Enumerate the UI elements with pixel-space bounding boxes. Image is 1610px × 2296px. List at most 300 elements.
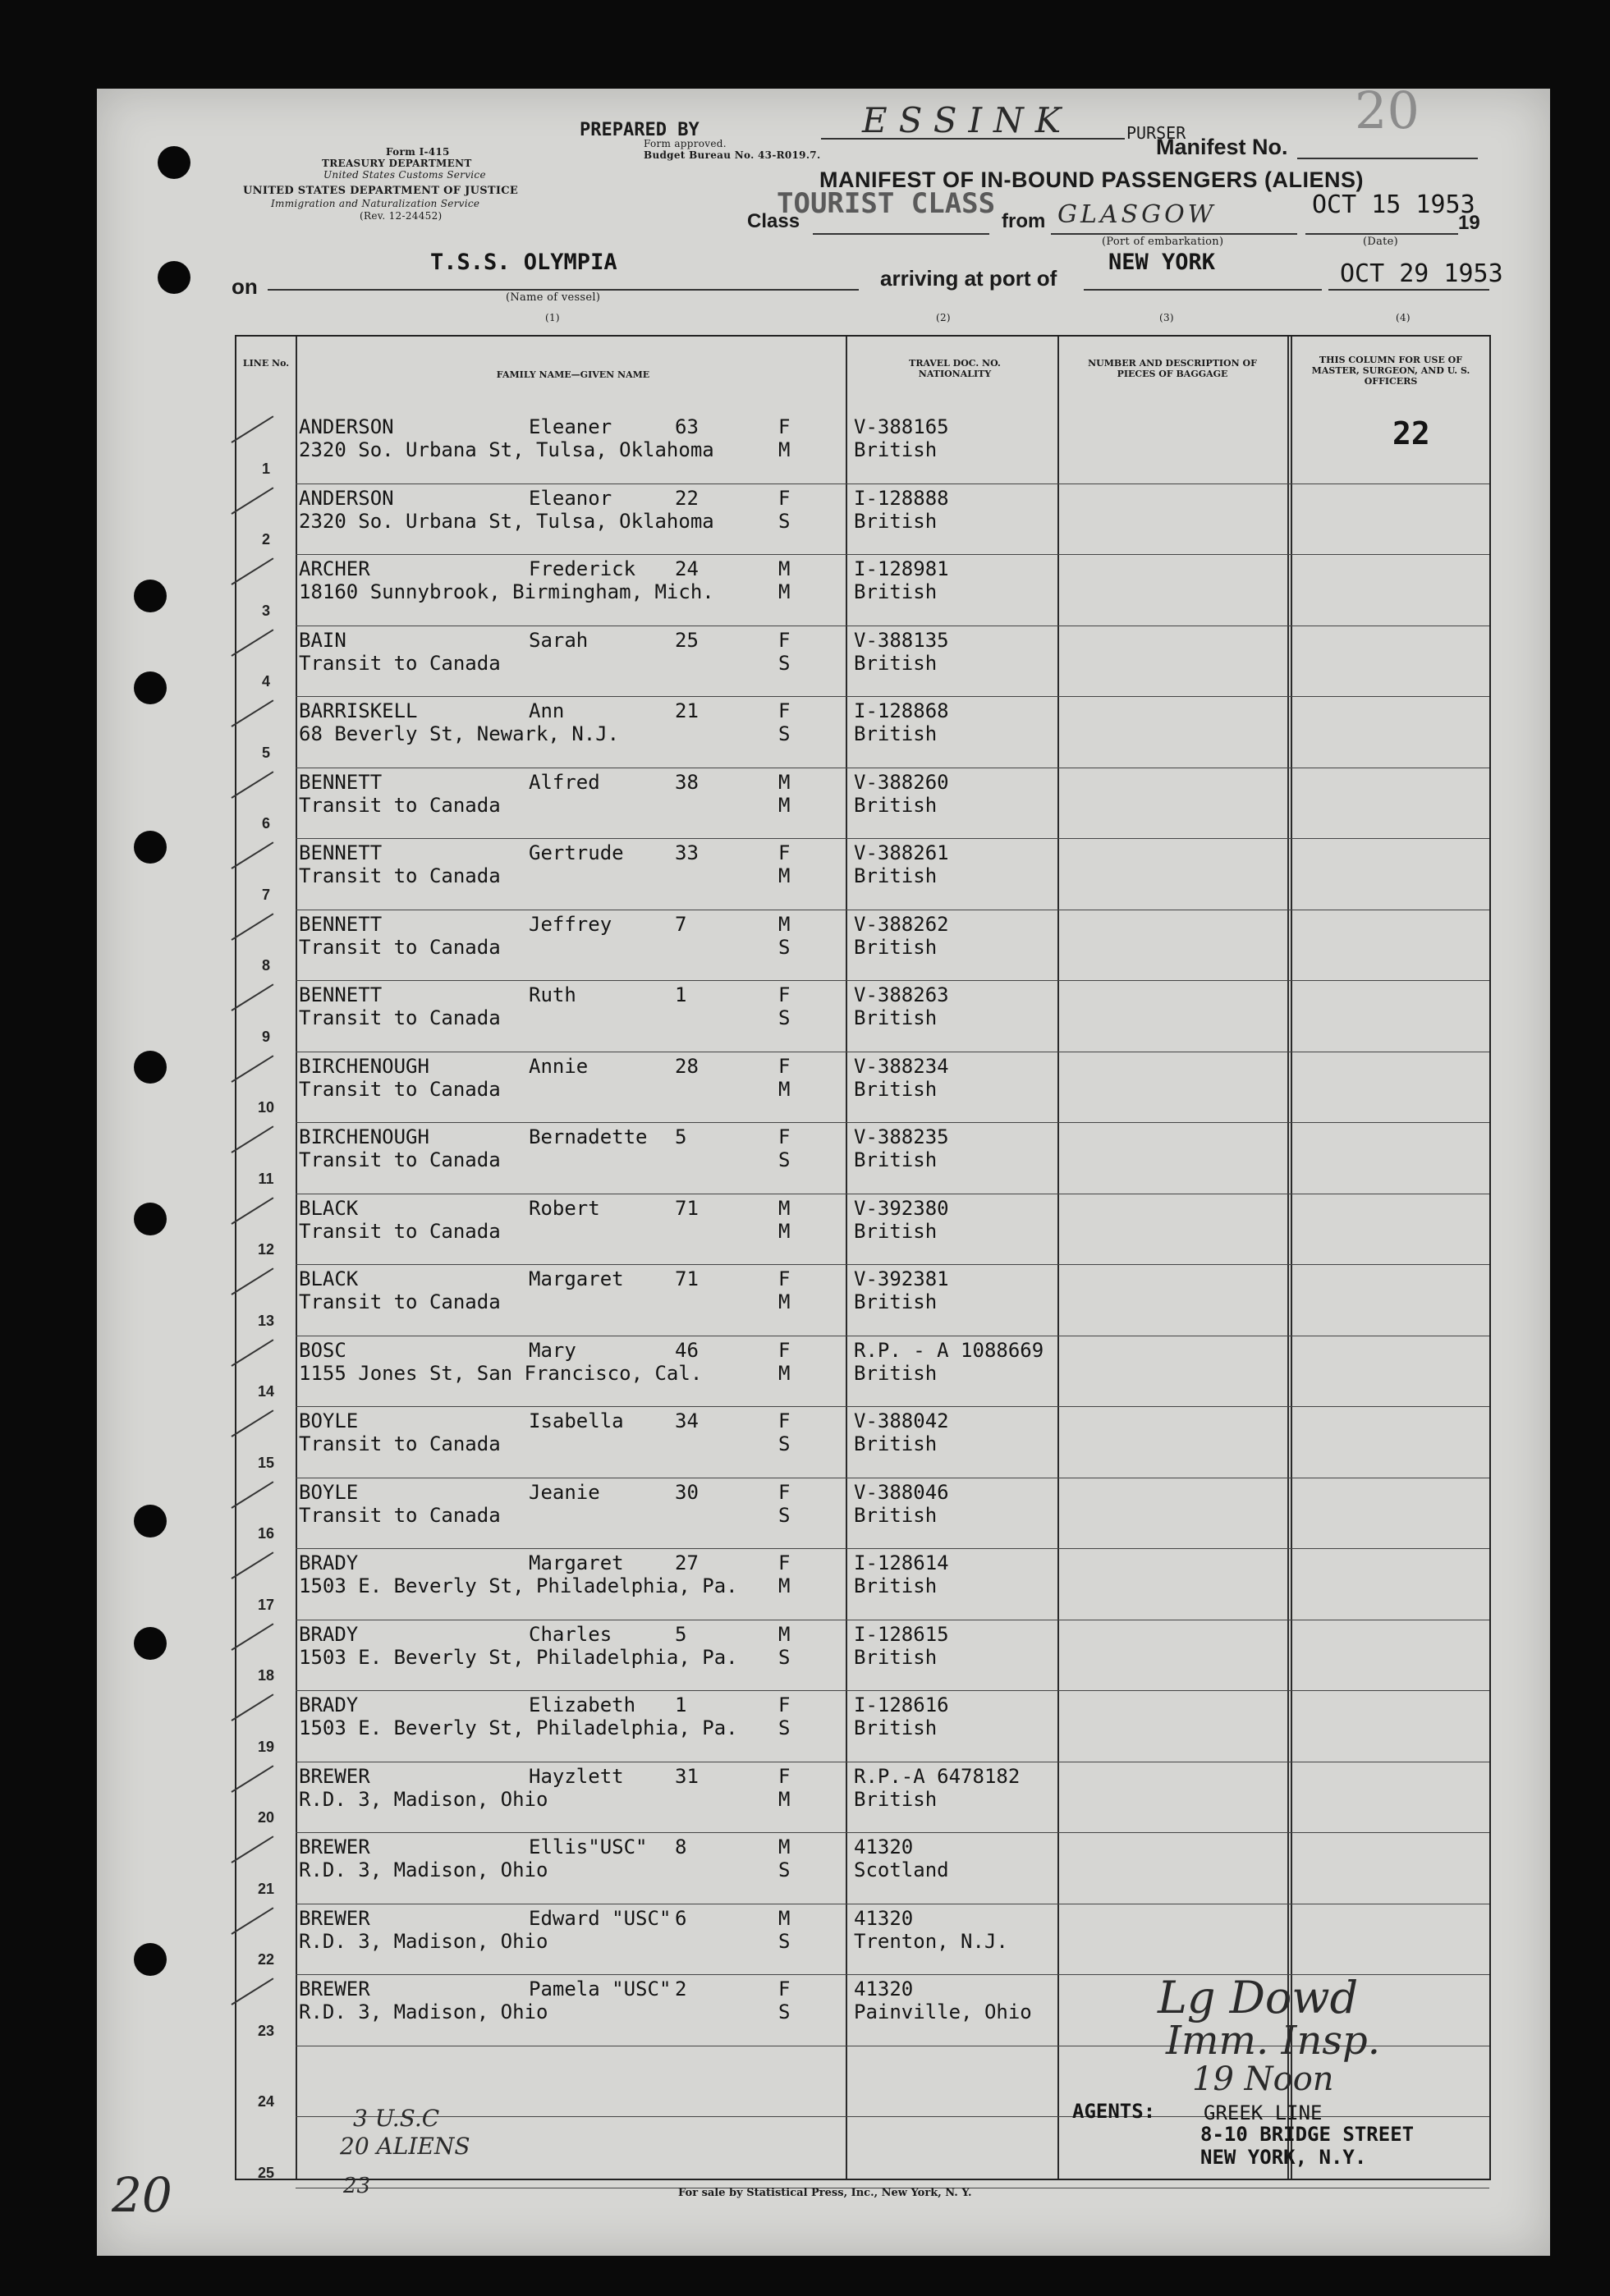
- passenger-family-name: ANDERSON: [299, 415, 394, 438]
- passenger-given-name: Eleaner: [529, 415, 612, 438]
- passenger-given-name: Sarah: [529, 628, 589, 652]
- travel-document-number: R.P.-A 6478182: [854, 1764, 1021, 1788]
- passenger-address: Transit to Canada: [299, 1290, 501, 1313]
- check-mark: [231, 1907, 273, 1934]
- nationality: British: [854, 1716, 938, 1739]
- passenger-marital-status: M: [778, 793, 791, 817]
- handwritten-aliens-count: 20 ALIENS: [340, 2133, 470, 2160]
- passenger-address: Transit to Canada: [299, 864, 501, 887]
- passenger-given-name: Robert: [529, 1196, 600, 1220]
- prepared-by-label: PREPARED BY: [580, 120, 700, 140]
- check-mark: [231, 1267, 273, 1295]
- port-of-embarkation-value: GLASGOW: [1057, 200, 1217, 229]
- passenger-marital-status: S: [778, 1929, 791, 1953]
- row-divider: [296, 1548, 1489, 1549]
- binder-hole: [134, 831, 167, 864]
- agent-city: NEW YORK, N.Y.: [1200, 2146, 1367, 2169]
- class-label: Class: [747, 210, 800, 232]
- passenger-marital-status: M: [778, 864, 791, 887]
- travel-document-number: V-392380: [854, 1196, 949, 1220]
- row-divider: [296, 1264, 1489, 1265]
- column-divider: [1287, 337, 1289, 2179]
- passenger-marital-status: M: [778, 1361, 791, 1385]
- passenger-age: 31: [675, 1764, 699, 1788]
- line-number: 23: [257, 2022, 275, 2039]
- printer-credit: For sale by Statistical Press, Inc., New York, N. Y.: [678, 2187, 972, 2199]
- line-number: 10: [257, 1099, 275, 1116]
- passenger-age: 46: [675, 1338, 699, 1362]
- form-revision: (Rev. 12-24452): [360, 210, 443, 222]
- ins-service: Immigration and Naturalization Service: [271, 198, 480, 209]
- department-of-justice: UNITED STATES DEPARTMENT OF JUSTICE: [243, 185, 519, 197]
- line-number: 20: [257, 1809, 275, 1826]
- header-baggage: NUMBER AND DESCRIPTION OF PIECES OF BAGGAGE: [1088, 358, 1257, 379]
- passenger-family-name: BAIN: [299, 628, 346, 652]
- passenger-sex: M: [778, 1622, 791, 1646]
- line-number: 18: [257, 1667, 275, 1684]
- passenger-sex: F: [778, 628, 791, 652]
- travel-document-number: 41320: [854, 1977, 914, 2000]
- passenger-family-name: BENNETT: [299, 770, 383, 794]
- column-divider: [296, 337, 297, 2179]
- passenger-given-name: Edward "USC": [529, 1906, 672, 1930]
- passenger-sex: F: [778, 699, 791, 722]
- passenger-age: 21: [675, 699, 699, 722]
- arriving-label: arriving at port of: [880, 266, 1057, 291]
- header-name: FAMILY NAME—GIVEN NAME: [496, 369, 650, 380]
- line-number: 11: [258, 1170, 274, 1187]
- passenger-age: 1: [675, 983, 687, 1006]
- manifest-title: MANIFEST OF IN-BOUND PASSENGERS (ALIENS): [819, 167, 1365, 192]
- line-number: 21: [257, 1880, 275, 1897]
- passenger-marital-status: S: [778, 1148, 791, 1171]
- nationality: British: [854, 580, 938, 603]
- nationality: British: [854, 1006, 938, 1029]
- travel-document-number: V-388046: [854, 1480, 949, 1504]
- travel-document-number: V-392381: [854, 1267, 949, 1290]
- travel-document-number: V-388263: [854, 983, 949, 1006]
- header-officers: THIS COLUMN FOR USE OF MASTER, SURGEON, AND U. S. OFFICERS: [1311, 355, 1470, 387]
- nationality: British: [854, 1148, 938, 1171]
- handwritten-total: 23: [343, 2174, 371, 2198]
- passenger-address: Transit to Canada: [299, 935, 501, 959]
- budget-bureau-no: Budget Bureau No. 43-R019.7.: [644, 149, 821, 161]
- passenger-address: Transit to Canada: [299, 1432, 501, 1455]
- departure-date: OCT 15 1953: [1312, 190, 1475, 219]
- form-approved: Form approved.: [644, 138, 727, 149]
- line-number: 16: [257, 1525, 275, 1542]
- travel-document-number: 41320: [854, 1835, 914, 1858]
- passenger-age: 28: [675, 1054, 699, 1078]
- passenger-sex: F: [778, 841, 791, 864]
- nationality: British: [854, 1645, 938, 1669]
- passenger-family-name: BOSC: [299, 1338, 346, 1362]
- arrival-port-underline: [1084, 289, 1322, 291]
- travel-document-number: V-388165: [854, 415, 949, 438]
- row-divider: [296, 838, 1489, 839]
- travel-document-number: I-128868: [854, 699, 949, 722]
- passenger-age: 33: [675, 841, 699, 864]
- passenger-address: 1503 E. Beverly St, Philadelphia, Pa.: [299, 1645, 738, 1669]
- line-number: 5: [261, 744, 270, 761]
- check-mark: [231, 1409, 273, 1437]
- passenger-given-name: Mary: [529, 1338, 576, 1362]
- passenger-given-name: Margaret: [529, 1267, 624, 1290]
- passenger-family-name: BREWER: [299, 1764, 370, 1788]
- treasury-department: TREASURY DEPARTMENT: [322, 158, 472, 169]
- passenger-age: 34: [675, 1409, 699, 1432]
- passenger-marital-status: M: [778, 1787, 791, 1811]
- row-divider: [296, 1122, 1489, 1123]
- passenger-family-name: BREWER: [299, 1906, 370, 1930]
- col-4-label: (4): [1396, 312, 1410, 323]
- handwritten-usc-count: 3 U.S.C: [353, 2105, 440, 2132]
- check-mark: [231, 1765, 273, 1792]
- travel-document-number: I-128614: [854, 1551, 949, 1574]
- passenger-given-name: Bernadette: [529, 1125, 648, 1148]
- agent-address: 8-10 BRIDGE STREET: [1200, 2123, 1415, 2146]
- check-mark: [231, 1481, 273, 1508]
- passenger-marital-status: S: [778, 1432, 791, 1455]
- travel-document-number: V-388261: [854, 841, 949, 864]
- line-number: 25: [257, 2164, 275, 2181]
- nationality: British: [854, 793, 938, 817]
- manifest-no-underline: [1297, 158, 1478, 159]
- passenger-age: 1: [675, 1693, 687, 1716]
- binder-hole: [134, 671, 167, 704]
- nationality: British: [854, 864, 938, 887]
- passenger-given-name: Ruth: [529, 983, 576, 1006]
- line-number: 6: [261, 815, 270, 832]
- nationality: British: [854, 1503, 938, 1527]
- check-mark: [231, 1055, 273, 1082]
- prepared-by-underline: [821, 138, 1125, 140]
- line-number: 2: [261, 531, 270, 548]
- binder-hole: [158, 261, 190, 294]
- passenger-given-name: Frederick: [529, 557, 636, 580]
- agents-label: AGENTS:: [1072, 2100, 1156, 2123]
- binder-hole: [134, 1203, 167, 1235]
- nationality: British: [854, 1361, 938, 1385]
- nationality: British: [854, 1574, 938, 1597]
- check-mark: [231, 557, 273, 584]
- passenger-given-name: Jeffrey: [529, 912, 612, 936]
- passenger-sex: M: [778, 557, 791, 580]
- col-1-label: (1): [545, 312, 560, 323]
- passenger-address: R.D. 3, Madison, Ohio: [299, 1929, 548, 1953]
- officers-count: 22: [1392, 415, 1430, 451]
- passenger-sex: F: [778, 1267, 791, 1290]
- passenger-given-name: Annie: [529, 1054, 589, 1078]
- nationality: British: [854, 1787, 938, 1811]
- passenger-family-name: BRADY: [299, 1693, 359, 1716]
- passenger-family-name: BRADY: [299, 1622, 359, 1646]
- passenger-given-name: Hayzlett: [529, 1764, 624, 1788]
- on-label: on: [232, 274, 258, 299]
- passenger-sex: M: [778, 1196, 791, 1220]
- passenger-age: 8: [675, 1835, 687, 1858]
- passenger-table: [235, 335, 1491, 2180]
- check-mark: [231, 841, 273, 868]
- check-mark: [231, 1977, 273, 2005]
- passenger-given-name: Elizabeth: [529, 1693, 636, 1716]
- nationality: British: [854, 1290, 938, 1313]
- passenger-address: Transit to Canada: [299, 651, 501, 675]
- passenger-address: 1503 E. Beverly St, Philadelphia, Pa.: [299, 1574, 738, 1597]
- vessel-label: (Name of vessel): [506, 291, 601, 304]
- passenger-address: Transit to Canada: [299, 793, 501, 817]
- binder-hole: [134, 1943, 167, 1976]
- line-number: 14: [257, 1383, 275, 1400]
- handwritten-margin-number: 20: [112, 2167, 172, 2223]
- row-divider: [296, 483, 1489, 484]
- line-number: 8: [261, 957, 270, 974]
- check-mark: [231, 1339, 273, 1366]
- travel-document-number: I-128981: [854, 557, 949, 580]
- line-number: 12: [257, 1241, 275, 1258]
- arrival-date: OCT 29 1953: [1340, 259, 1503, 288]
- passenger-address: Transit to Canada: [299, 1148, 501, 1171]
- passenger-age: 63: [675, 415, 699, 438]
- nationality: British: [854, 1219, 938, 1243]
- passenger-marital-status: S: [778, 1716, 791, 1739]
- passenger-family-name: BRADY: [299, 1551, 359, 1574]
- passenger-address: 18160 Sunnybrook, Birmingham, Mich.: [299, 580, 714, 603]
- check-mark: [231, 699, 273, 726]
- passenger-family-name: BREWER: [299, 1835, 370, 1858]
- passenger-given-name: Eleanor: [529, 486, 612, 510]
- travel-document-number: I-128888: [854, 486, 949, 510]
- row-divider: [296, 1406, 1489, 1407]
- passenger-family-name: BENNETT: [299, 983, 383, 1006]
- travel-document-number: 41320: [854, 1906, 914, 1930]
- passenger-given-name: Jeanie: [529, 1480, 600, 1504]
- port-underline: [1051, 233, 1297, 235]
- inspector-signature: Lg Dowd: [1158, 1972, 1359, 2023]
- travel-document-number: V-388235: [854, 1125, 949, 1148]
- binder-hole: [134, 580, 167, 612]
- passenger-marital-status: M: [778, 438, 791, 461]
- passenger-sex: F: [778, 1125, 791, 1148]
- line-number: 19: [257, 1738, 275, 1755]
- passenger-marital-status: S: [778, 1645, 791, 1669]
- passenger-age: 2: [675, 1977, 687, 2000]
- nationality: Painville, Ohio: [854, 2000, 1032, 2023]
- passenger-sex: F: [778, 1480, 791, 1504]
- nationality: British: [854, 438, 938, 461]
- travel-document-number: V-388042: [854, 1409, 949, 1432]
- nationality: British: [854, 1077, 938, 1101]
- inspector-title: Imm. Insp.: [1166, 2018, 1380, 2064]
- row-divider: [296, 1832, 1489, 1833]
- passenger-age: 38: [675, 770, 699, 794]
- passenger-sex: F: [778, 983, 791, 1006]
- line-number: 1: [261, 460, 270, 477]
- agent-name: GREEK LINE: [1204, 2101, 1323, 2124]
- inspector-time: 19 Noon: [1192, 2060, 1334, 2098]
- passenger-address: 1503 E. Beverly St, Philadelphia, Pa.: [299, 1716, 738, 1739]
- check-mark: [231, 771, 273, 798]
- nationality: British: [854, 935, 938, 959]
- passenger-age: 71: [675, 1196, 699, 1220]
- passenger-sex: F: [778, 1054, 791, 1078]
- passenger-sex: M: [778, 1835, 791, 1858]
- nationality: British: [854, 651, 938, 675]
- passenger-age: 30: [675, 1480, 699, 1504]
- form-number: Form I-415: [386, 146, 450, 158]
- line-number: 7: [261, 886, 270, 903]
- column-divider: [1291, 337, 1292, 2179]
- prepared-by-value: ESSINK: [862, 100, 1073, 140]
- header-travel-doc: TRAVEL DOC. NO. NATIONALITY: [909, 358, 1001, 379]
- passenger-marital-status: S: [778, 1006, 791, 1029]
- passenger-address: R.D. 3, Madison, Ohio: [299, 1858, 548, 1881]
- travel-document-number: V-388260: [854, 770, 949, 794]
- column-divider: [846, 337, 847, 2179]
- passenger-address: Transit to Canada: [299, 1077, 501, 1101]
- travel-document-number: I-128616: [854, 1693, 949, 1716]
- passenger-given-name: Pamela "USC": [529, 1977, 672, 2000]
- col-2-label: (2): [936, 312, 951, 323]
- passenger-sex: M: [778, 770, 791, 794]
- passenger-marital-status: M: [778, 1219, 791, 1243]
- year-prefix: 19: [1458, 212, 1480, 234]
- passenger-age: 6: [675, 1906, 687, 1930]
- passenger-age: 25: [675, 628, 699, 652]
- passenger-sex: F: [778, 1977, 791, 2000]
- line-number: 4: [261, 673, 270, 690]
- passenger-age: 24: [675, 557, 699, 580]
- passenger-address: 2320 So. Urbana St, Tulsa, Oklahoma: [299, 438, 714, 461]
- passenger-sex: M: [778, 912, 791, 936]
- passenger-address: R.D. 3, Madison, Ohio: [299, 2000, 548, 2023]
- travel-document-number: V-388234: [854, 1054, 949, 1078]
- binder-hole: [134, 1051, 167, 1084]
- passenger-family-name: BIRCHENOUGH: [299, 1054, 429, 1078]
- line-number: 24: [257, 2093, 275, 2110]
- passenger-sex: F: [778, 1551, 791, 1574]
- passenger-marital-status: M: [778, 580, 791, 603]
- passenger-family-name: BOYLE: [299, 1409, 359, 1432]
- travel-document-number: V-388262: [854, 912, 949, 936]
- passenger-family-name: BLACK: [299, 1196, 359, 1220]
- passenger-family-name: BENNETT: [299, 841, 383, 864]
- manifest-no-label: Manifest No.: [1156, 135, 1288, 159]
- binder-hole: [134, 1627, 167, 1660]
- nationality: British: [854, 509, 938, 533]
- nationality: Trenton, N.J.: [854, 1929, 1008, 1953]
- passenger-marital-status: S: [778, 935, 791, 959]
- passenger-address: R.D. 3, Madison, Ohio: [299, 1787, 548, 1811]
- passenger-marital-status: S: [778, 1858, 791, 1881]
- passenger-age: 7: [675, 912, 687, 936]
- passenger-sex: F: [778, 415, 791, 438]
- passenger-sex: F: [778, 1693, 791, 1716]
- port-of-embarkation-label: (Port of embarkation): [1102, 236, 1224, 248]
- passenger-address: Transit to Canada: [299, 1503, 501, 1527]
- passenger-sex: F: [778, 1764, 791, 1788]
- passenger-family-name: BLACK: [299, 1267, 359, 1290]
- passenger-address: 68 Beverly St, Newark, N.J.: [299, 722, 620, 745]
- line-number: 15: [257, 1454, 275, 1471]
- check-mark: [231, 1551, 273, 1579]
- passenger-address: Transit to Canada: [299, 1219, 501, 1243]
- passenger-family-name: ANDERSON: [299, 486, 394, 510]
- passenger-address: 1155 Jones St, San Francisco, Cal.: [299, 1361, 703, 1385]
- row-divider: [296, 696, 1489, 697]
- passenger-marital-status: M: [778, 1077, 791, 1101]
- passenger-sex: F: [778, 486, 791, 510]
- passenger-age: 5: [675, 1622, 687, 1646]
- check-mark: [231, 1197, 273, 1224]
- line-number: 13: [257, 1312, 275, 1329]
- row-divider: [296, 980, 1489, 981]
- passenger-age: 71: [675, 1267, 699, 1290]
- passenger-marital-status: S: [778, 722, 791, 745]
- passenger-given-name: Gertrude: [529, 841, 624, 864]
- nationality: Scotland: [854, 1858, 949, 1881]
- arrival-date-underline: [1328, 289, 1489, 291]
- passenger-family-name: BOYLE: [299, 1480, 359, 1504]
- passenger-age: 22: [675, 486, 699, 510]
- passenger-marital-status: M: [778, 1290, 791, 1313]
- customs-service: United States Customs Service: [323, 169, 486, 181]
- column-divider: [1057, 337, 1059, 2179]
- class-value: TOURIST CLASS: [777, 187, 996, 220]
- travel-document-number: R.P. - A 1088669: [854, 1338, 1044, 1362]
- vessel-underline: [268, 289, 859, 291]
- check-mark: [231, 415, 273, 442]
- check-mark: [231, 983, 273, 1011]
- passenger-sex: F: [778, 1409, 791, 1432]
- passenger-given-name: Margaret: [529, 1551, 624, 1574]
- binder-hole: [134, 1505, 167, 1538]
- line-number: 22: [257, 1951, 275, 1968]
- line-number: 9: [261, 1028, 270, 1045]
- line-number: 3: [261, 602, 270, 619]
- check-mark: [231, 1125, 273, 1153]
- date-underline: [1305, 233, 1458, 235]
- row-divider: [296, 554, 1489, 555]
- passenger-given-name: Ann: [529, 699, 565, 722]
- check-mark: [231, 487, 273, 514]
- col-3-label: (3): [1159, 312, 1174, 323]
- passenger-given-name: Isabella: [529, 1409, 624, 1432]
- passenger-family-name: BREWER: [299, 1977, 370, 2000]
- passenger-family-name: BENNETT: [299, 912, 383, 936]
- line-number: 17: [257, 1596, 275, 1613]
- passenger-family-name: ARCHER: [299, 557, 370, 580]
- passenger-address: Transit to Canada: [299, 1006, 501, 1029]
- passenger-sex: M: [778, 1906, 791, 1930]
- passenger-age: 5: [675, 1125, 687, 1148]
- class-underline: [813, 233, 989, 235]
- check-mark: [231, 1623, 273, 1650]
- check-mark: [231, 913, 273, 940]
- from-label: from: [1002, 210, 1046, 232]
- date-label: (Date): [1363, 236, 1399, 248]
- check-mark: [231, 1835, 273, 1863]
- arrival-port: NEW YORK: [1108, 250, 1216, 275]
- check-mark: [231, 1693, 273, 1721]
- purser-label: PURSER: [1126, 123, 1186, 143]
- passenger-family-name: BARRISKELL: [299, 699, 418, 722]
- travel-document-number: I-128615: [854, 1622, 949, 1646]
- passenger-marital-status: S: [778, 1503, 791, 1527]
- binder-hole: [158, 146, 190, 179]
- passenger-marital-status: S: [778, 509, 791, 533]
- travel-document-number: V-388135: [854, 628, 949, 652]
